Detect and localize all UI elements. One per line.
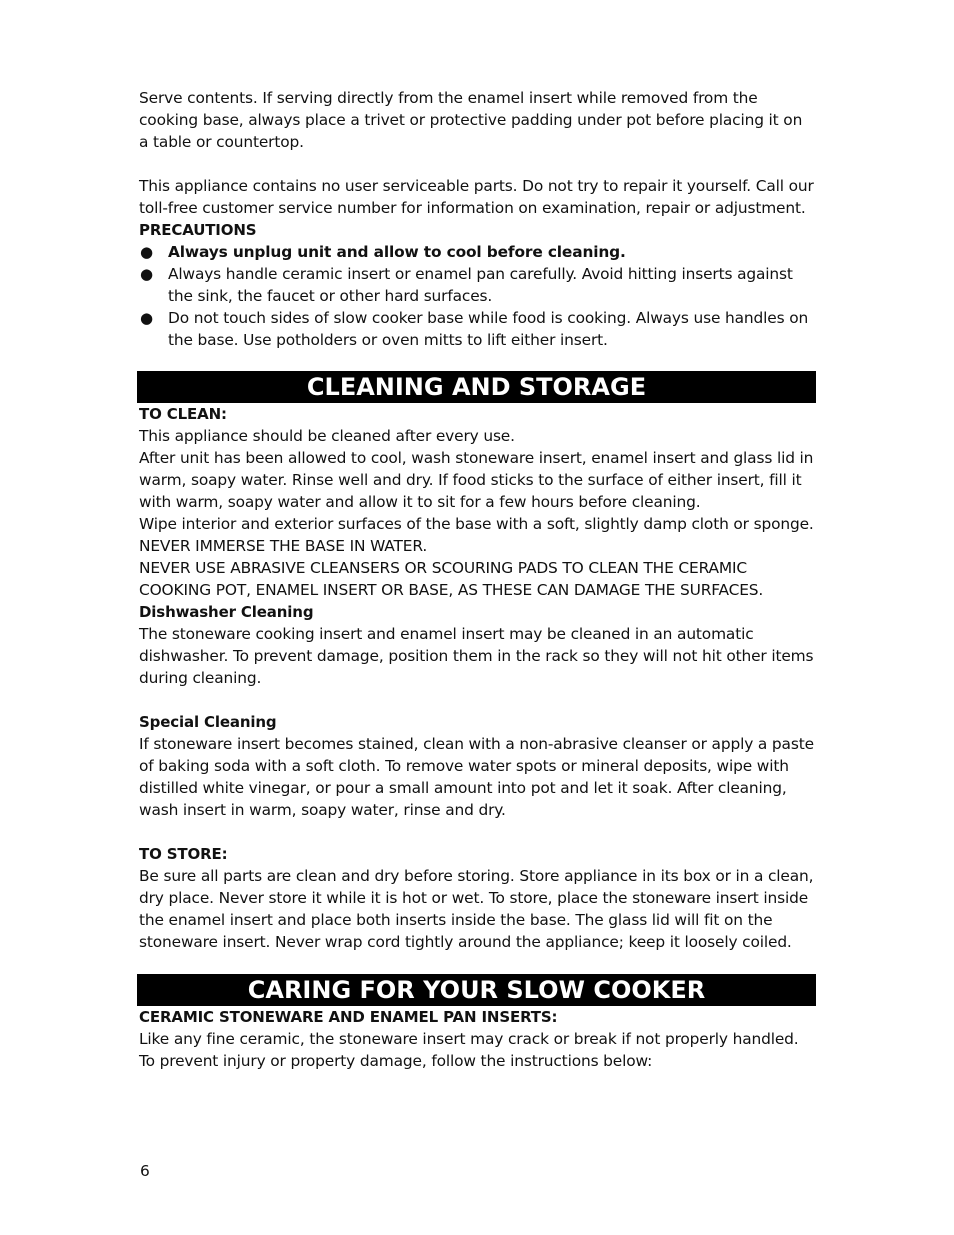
to-clean-wipe-instructions: Wipe interior and exterior surfaces of the base with a soft, slightly damp cloth or sponge. xyxy=(139,515,814,533)
to-clean-wash-instructions: After unit has been allowed to cool, wash stoneware insert, enamel insert and glass lid in warm, soapy water. Rinse well and dry. If food sticks to the surface of either insert, fill it with warm, soapy water and allow it to sit for a few hours before cleaning. xyxy=(139,449,814,511)
to-clean-frequency: This appliance should be cleaned after every use. xyxy=(139,427,515,445)
special-cleaning-text: If stoneware insert becomes stained, clean with a non-abrasive cleanser or apply a paste of baking soda with a soft cloth. To remove water spots or mineral deposits, wipe with distilled white vinegar, or pour a small amount into pot and let it soak. After cleaning, wash insert in warm, soapy water, rinse and dry. xyxy=(139,735,814,819)
dishwasher-heading: Dishwasher Cleaning xyxy=(139,603,314,621)
to-store-heading: TO STORE: xyxy=(139,845,228,863)
intro-service-paragraph: This appliance contains no user serviceable parts. Do not try to repair it yourself. Call our toll-free customer service number for information on examination, repair or adjustment. xyxy=(139,177,814,217)
to-store-text: Be sure all parts are clean and dry before storing. Store appliance in its box or in a clean, dry place. Never store it while it is hot or wet. To store, place the stoneware insert inside the enamel insert and place both inserts inside the base. The glass lid will fit on the stoneware insert. Never wrap cord tightly around the appliance; keep it loosely coiled. xyxy=(139,867,814,951)
spacer xyxy=(139,689,816,711)
precaution-item-touch xyxy=(139,307,816,351)
cleaning-storage-section-title: CLEANING AND STORAGE xyxy=(137,371,816,403)
precautions-heading: PRECAUTIONS xyxy=(139,221,257,239)
page-number: 6 xyxy=(140,1162,150,1180)
precaution-text: Always unplug unit and allow to cool before cleaning. xyxy=(168,243,626,261)
warning-never-abrasive: NEVER USE ABRASIVE CLEANSERS OR SCOURING PADS TO CLEAN THE CERAMIC COOKING POT, ENAMEL INSERT OR BASE, AS THESE CAN DAMAGE THE SURFACES. xyxy=(139,559,764,599)
inserts-heading: CERAMIC STONEWARE AND ENAMEL PAN INSERTS: xyxy=(139,1008,558,1026)
special-cleaning-heading: Special Cleaning xyxy=(139,713,277,731)
precaution-item-handle xyxy=(139,263,816,307)
warning-never-immerse: NEVER IMMERSE THE BASE IN WATER. xyxy=(139,537,428,555)
bullet-icon: ● xyxy=(140,309,153,327)
manual-page xyxy=(139,87,816,1072)
inserts-text: Like any fine ceramic, the stoneware insert may crack or break if not properly handled. To prevent injury or property damage, follow the instructions below: xyxy=(139,1030,799,1070)
bullet-icon: ● xyxy=(140,243,153,261)
spacer xyxy=(139,821,816,843)
precaution-item-unplug xyxy=(139,241,816,263)
caring-section-title: CARING FOR YOUR SLOW COOKER xyxy=(137,974,816,1006)
precautions-list xyxy=(139,241,816,351)
spacer xyxy=(139,153,816,175)
intro-serve-paragraph: Serve contents. If serving directly from the enamel insert while removed from the cooking base, always place a trivet or protective padding under pot before placing it on a table or countertop. xyxy=(139,89,803,151)
precaution-text: Always handle ceramic insert or enamel pan carefully. Avoid hitting inserts against the sink, the faucet or other hard surfaces. xyxy=(168,265,793,305)
precaution-text: Do not touch sides of slow cooker base while food is cooking. Always use handles on the base. Use potholders or oven mitts to lift either insert. xyxy=(168,309,809,349)
bullet-icon: ● xyxy=(140,265,153,283)
dishwasher-text: The stoneware cooking insert and enamel insert may be cleaned in an automatic dishwasher. To prevent damage, position them in the rack so they will not hit other items during cleaning. xyxy=(139,625,814,687)
to-clean-heading: TO CLEAN: xyxy=(139,405,227,423)
